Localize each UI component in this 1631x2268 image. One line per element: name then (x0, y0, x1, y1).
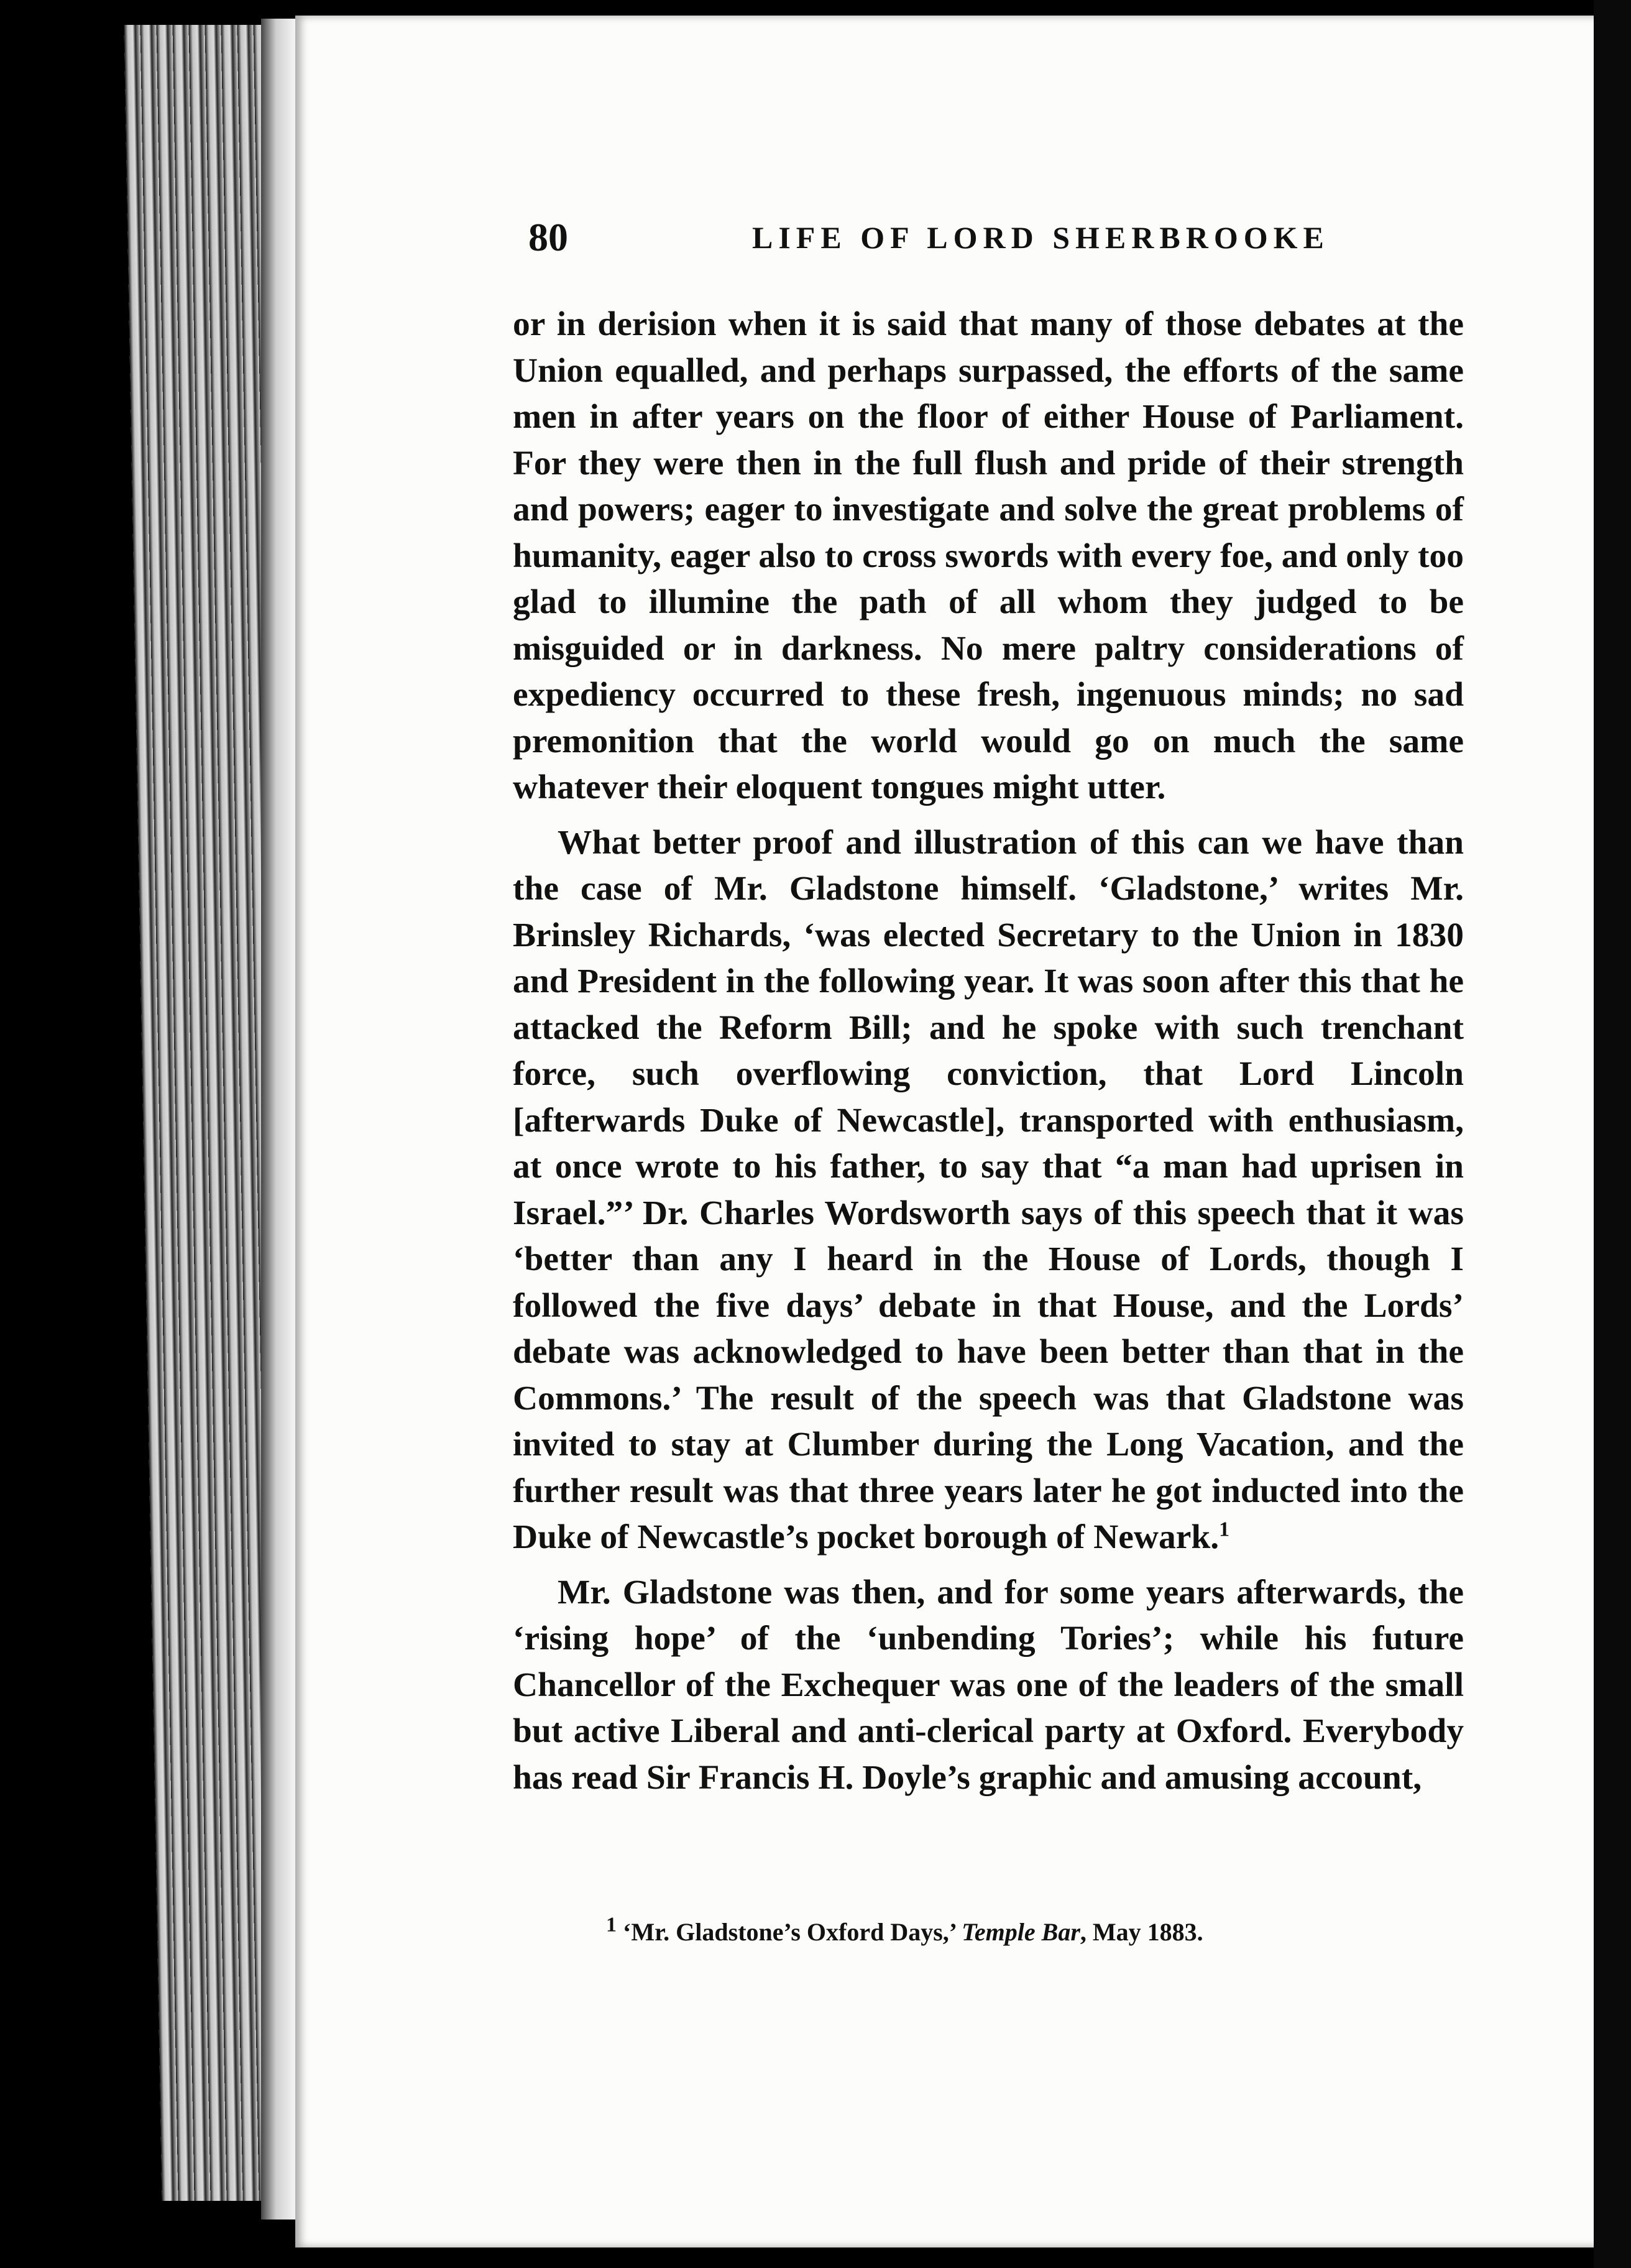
book-gutter (261, 19, 298, 2220)
running-title: LIFE OF LORD SHERBROOKE (752, 220, 1330, 255)
paragraph-2-text: What better proof and illustration of this can we have than the case of Mr. Gladstone himself. ‘Gladstone,’ writes Mr. Brinsley Richards, ‘was elected Secretary to the Union in 1830 and President in the following year. It was soon after this that he attacked the Reform Bill; and he spoke with such trenchant force, such overflowing conviction, that Lord Lincoln [afterwards Duke of Newcastle], transported with enthusiasm, at once wrote to his father, to say that “a man had uprisen in Israel.”’ Dr. Charles Wordsworth says of this speech that it was ‘better than any I heard in the House of Lords, though I followed the five days’ debate in that House, and the Lords’ debate was acknowledged to have been better than that in the Commons.’ The result of the speech was that Gladstone was invited to stay at Clumber during the Long Vacation, and the further result was that three years later he got inducted into the Duke of Newcastle’s pocket borough of Newark. (513, 823, 1464, 1556)
page-number: 80 (528, 215, 568, 259)
running-head (528, 214, 1541, 283)
paragraph-1: or in derision when it is said that many of those debates at the Union equalled, and perhaps surpassed, the efforts of the same men in after years on the floor of either House of Parliament. For they were then in the full flush and pride of their strength and powers; eager to investigate and solve the great problems of humanity, eager also to cross swords with every foe, and only too glad to illumine the path of all whom they judged to be misguided or in darkness. No mere paltry considerations of expediency occurred to these fresh, ingenuous minds; no sad premonition that the world would go on much the same whatever their eloquent tongues might utter. (513, 305, 1464, 806)
footnote-reference: 1 (1219, 1518, 1230, 1541)
footnote-text-before: ‘Mr. Gladstone’s Oxford Days,’ (623, 1918, 956, 1946)
paragraph-3: Mr. Gladstone was then, and for some years afterwards, the ‘rising hope’ of the ‘unbending Tories’; while his future Chancellor of the Exchequer was one of the leaders of the small but active Liberal and anti-clerical party at Oxford. Everybody has read Sir Francis H. Doyle’s graphic and amusing account, (513, 1573, 1464, 1797)
footnote (606, 1913, 1476, 1948)
scan-border-right (1594, 0, 1631, 2268)
footnote-text-after: , May 1883. (1080, 1918, 1203, 1946)
footnote-journal-title: Temple Bar (962, 1918, 1080, 1946)
footnote-mark: 1 (606, 1913, 617, 1937)
body-text (513, 302, 1464, 1810)
page-sheet (295, 16, 1601, 2247)
paragraph-2 (513, 820, 1464, 1561)
